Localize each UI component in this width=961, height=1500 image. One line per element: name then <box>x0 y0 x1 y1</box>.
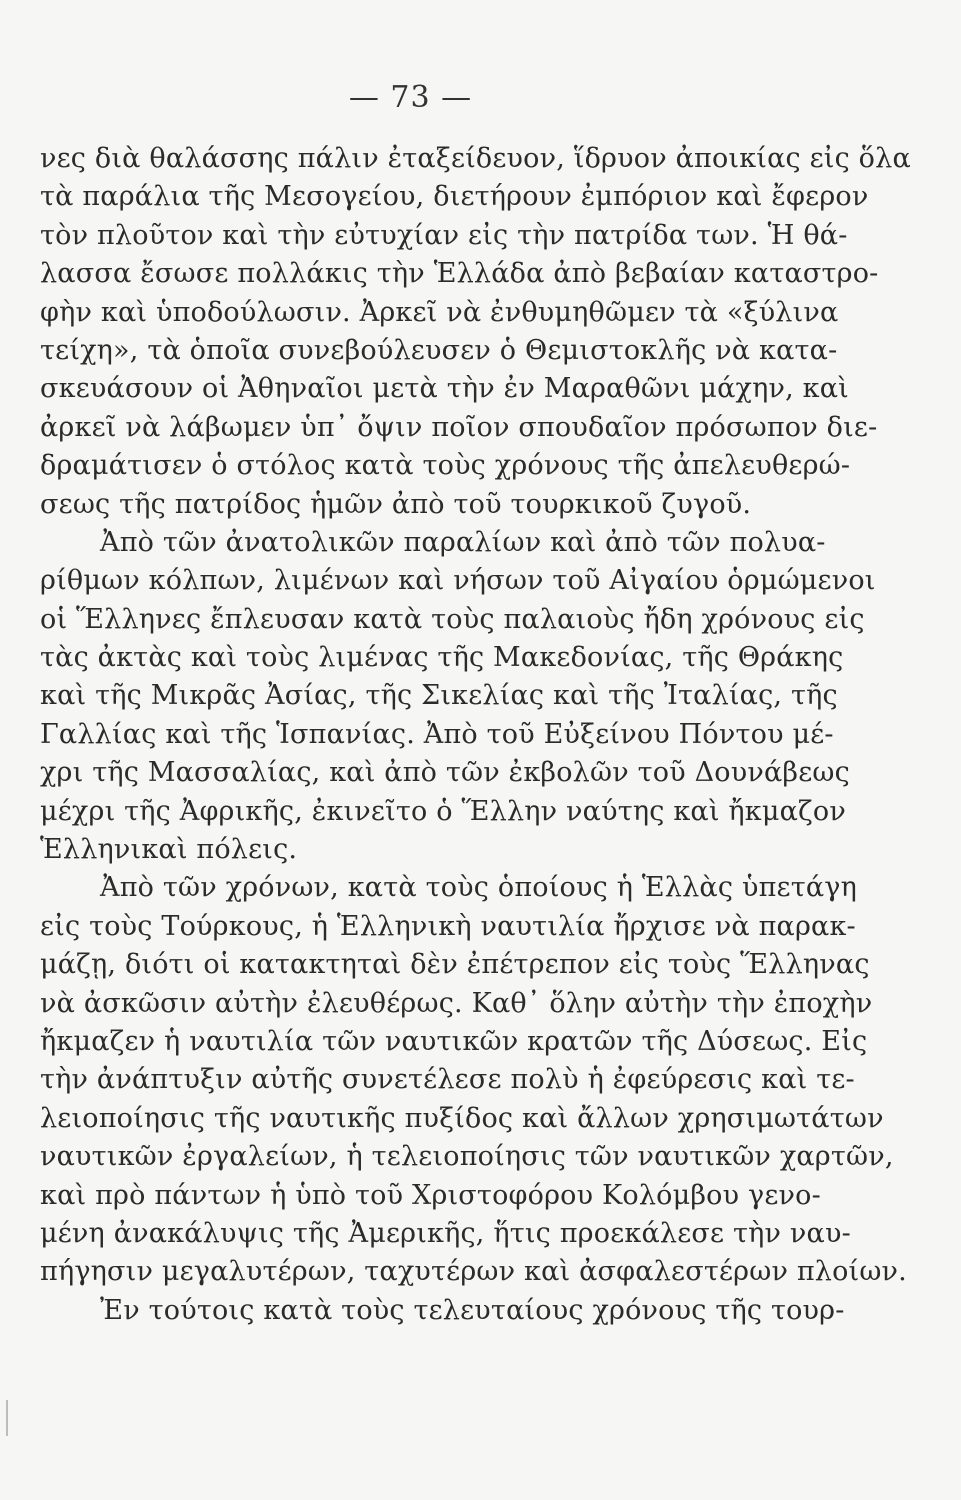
body-text <box>40 140 911 1330</box>
text-line: χρι τῆς Μασσαλίας, καὶ ἀπὸ τῶν ἐκβολῶν τοῦ Δουνάβεως <box>40 757 850 789</box>
text-line: Γαλλίας καὶ τῆς Ἱσπανίας. Ἀπὸ τοῦ Εὐξείνου Πόντου μέ- <box>40 718 834 750</box>
margin-mark <box>6 1400 8 1436</box>
text-line: σεως τῆς πατρίδος ἡμῶν ἀπὸ τοῦ τουρκικοῦ ζυγοῦ. <box>40 488 752 520</box>
text-line: εἰς τοὺς Τούρκους, ἡ Ἑλληνικὴ ναυτιλία ἤρχισε νὰ παρακ- <box>40 910 856 942</box>
text-line: τὴν ἀνάπτυξιν αὐτῆς συνετέλεσε πολὺ ἡ ἐφεύρεσις καὶ τε- <box>40 1064 855 1096</box>
text-line: τείχη», τὰ ὁποῖα συνεβούλευσεν ὁ Θεμιστοκλῆς νὰ κατα- <box>40 334 838 366</box>
text-line: ἤκμαζεν ἡ ναυτιλία τῶν ναυτικῶν κρατῶν τῆς Δύσεως. Εἰς <box>40 1025 868 1057</box>
text-line: μάζῃ, διότι οἱ κατακτηταὶ δὲν ἐπέτρεπον εἰς τοὺς Ἕλληνας <box>40 949 870 981</box>
text-line: νὰ ἀσκῶσιν αὐτὴν ἐλευθέρως. Καθ᾽ ὅλην αὐτὴν τὴν ἐποχὴν <box>40 987 873 1019</box>
text-line: οἱ Ἕλληνες ἔπλευσαν κατὰ τοὺς παλαιοὺς ἤδη χρόνους εἰς <box>40 603 865 635</box>
text-line: ρίθμων κόλπων, λιμένων καὶ νήσων τοῦ Αἰγαίου ὁρμώμενοι <box>40 565 876 597</box>
text-line: λειοποίησις τῆς ναυτικῆς πυξίδος καὶ ἄλλων χρησιμωτάτων <box>40 1102 884 1134</box>
text-line: τὰς ἀκτὰς καὶ τοὺς λιμένας τῆς Μακεδονίας, τῆς Θράκης <box>40 642 844 674</box>
text-line: φὴν καὶ ὑποδούλωσιν. Ἀρκεῖ νὰ ἐνθυμηθῶμεν τὰ «ξύλινα <box>40 296 839 328</box>
text-line: νες διὰ θαλάσσης πάλιν ἐταξείδευον, ἵδρυον ἀποικίας εἰς ὅλα <box>40 143 911 174</box>
text-line: τὰ παράλια τῆς Μεσογείου, διετήρουν ἐμπόριον καὶ ἔφερον <box>40 181 869 213</box>
text-line: τὸν πλοῦτον καὶ τὴν εὐτυχίαν εἰς τὴν πατρίδα των. Ἡ θά- <box>40 219 848 251</box>
text-line: ἀρκεῖ νὰ λάβωμεν ὑπ᾽ ὄψιν ποῖον σπουδαῖον πρόσωπον διε- <box>40 411 878 443</box>
text-line: σκευάσουν οἱ Ἀθηναῖοι μετὰ τὴν ἐν Μαραθῶνι μάχην, καὶ <box>40 373 849 405</box>
text-line: Ἀπὸ τῶν χρόνων, κατὰ τοὺς ὁποίους ἡ Ἑλλὰς ὑπετάγη <box>100 872 857 904</box>
text-line: Ἀπὸ τῶν ἀνατολικῶν παραλίων καὶ ἀπὸ τῶν πολυα- <box>100 526 826 558</box>
text-line: καὶ πρὸ πάντων ἡ ὑπὸ τοῦ Χριστοφόρου Κολόμβου γενο- <box>40 1179 821 1211</box>
text-line: Ἐν τούτοις κατὰ τοὺς τελευταίους χρόνους τῆς τουρ- <box>100 1294 845 1326</box>
text-line: μένη ἀνακάλυψις τῆς Ἀμερικῆς, ἥτις προεκάλεσε τὴν ναυ- <box>40 1217 851 1249</box>
page-number: — 73 — <box>348 80 473 115</box>
text-line: ναυτικῶν ἐργαλείων, ἡ τελειοποίησις τῶν ναυτικῶν χαρτῶν, <box>40 1141 894 1173</box>
text-line: Ἑλληνικαὶ πόλεις. <box>40 834 298 866</box>
text-line: δραμάτισεν ὁ στόλος κατὰ τοὺς χρόνους τῆς ἀπελευθερώ- <box>40 450 851 482</box>
text-line: πήγησιν μεγαλυτέρων, ταχυτέρων καὶ ἀσφαλεστέρων πλοίων. <box>40 1256 907 1288</box>
text-line: μέχρι τῆς Ἀφρικῆς, ἐκινεῖτο ὁ Ἕλλην ναύτης καὶ ἤκμαζον <box>40 795 846 827</box>
text-line: καὶ τῆς Μικρᾶς Ἀσίας, τῆς Σικελίας καὶ τῆς Ἰταλίας, τῆς <box>40 680 838 712</box>
text-line: λασσα ἔσωσε πολλάκις τὴν Ἑλλάδα ἀπὸ βεβαίαν καταστρο- <box>40 258 879 290</box>
